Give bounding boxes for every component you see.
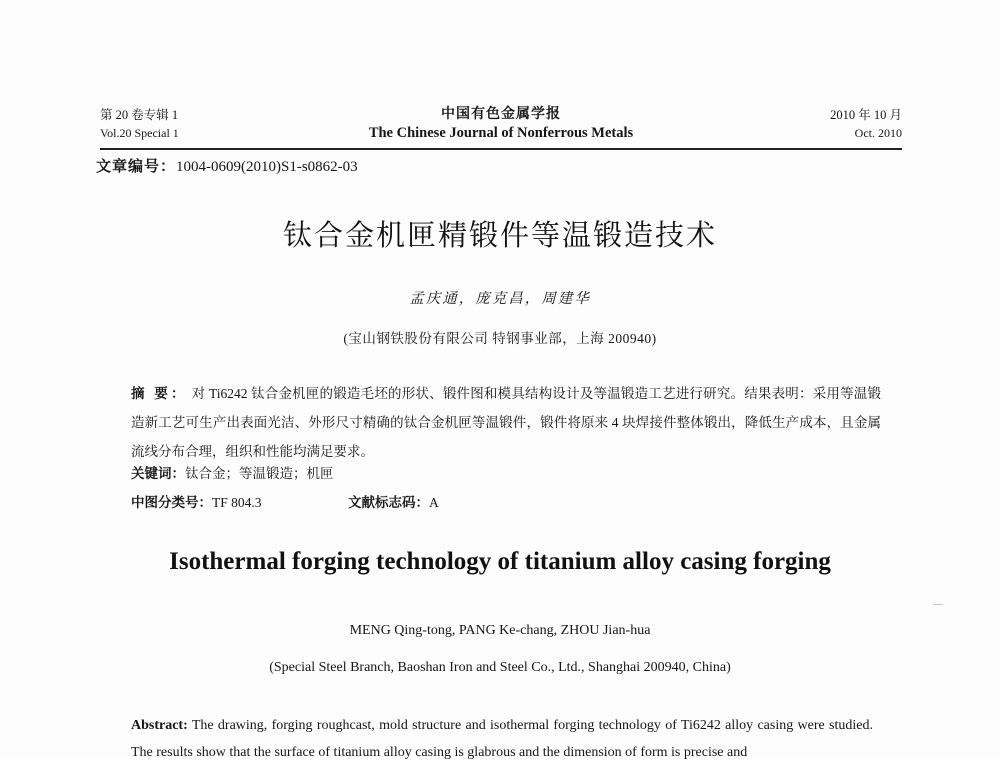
header-divider — [100, 148, 902, 150]
document-code-value: A — [429, 495, 439, 510]
english-abstract-text: The drawing, forging roughcast, mold structure and isothermal forging technology of Ti6242 alloy casing were studied. The results show that the surface of titanium alloy casing is glabrous and the dimension of form is precise and — [131, 718, 873, 760]
document-code — [348, 491, 439, 511]
volume-cn: 第 20 卷专辑 1 — [100, 108, 179, 122]
chinese-abstract — [131, 379, 881, 466]
article-number-label: 文章编号： — [96, 159, 177, 175]
english-abstract — [131, 712, 873, 766]
classification-number — [131, 491, 262, 511]
article-number-value: 1004-0609(2010)S1-s0862-03 — [176, 159, 358, 175]
keywords-label: 关键词： — [131, 466, 185, 481]
english-abstract-label: Abstract: — [131, 718, 188, 733]
english-affiliation: (Special Steel Branch, Baoshan Iron and Steel Co., Ltd., Shanghai 200940, China) — [269, 660, 731, 675]
journal-name — [100, 106, 902, 142]
journal-name-cn: 中国有色金属学报 — [441, 107, 561, 122]
chinese-abstract-text: 对 Ti6242 钛合金机匣的锻造毛坯的形状、锻件图和模具结构设计及等温锻造工艺进行研究。结果表明：采用等温锻造新工艺可生产出表面光洁、外形尺寸精确的钛合金机匣等温锻件，锻件将原来 4 块焊接件整体锻出，降低生产成本，且金属流线分布合理，组织和性能均满足要求。 — [131, 386, 881, 459]
chinese-authors: 孟庆通，庞克昌，周建华 — [409, 291, 591, 307]
english-title: Isothermal forging technology of titanium alloy casing forging — [169, 548, 831, 575]
document-code-label: 文献标志码： — [348, 495, 429, 510]
scan-speck — [933, 604, 943, 605]
classification-label: 中图分类号： — [131, 495, 212, 510]
article-number — [96, 155, 358, 176]
volume-en: Vol.20 Special 1 — [100, 126, 179, 140]
chinese-abstract-label: 摘 要： — [131, 386, 188, 401]
classification-value: TF 804.3 — [212, 495, 262, 510]
chinese-affiliation: (宝山钢铁股份有限公司 特钢事业部，上海 200940) — [343, 331, 657, 346]
running-header — [100, 106, 902, 150]
journal-name-en: The Chinese Journal of Nonferrous Metals — [368, 125, 634, 141]
keywords-text: 钛合金；等温锻造；机匣 — [185, 466, 334, 481]
chinese-title: 钛合金机匣精锻件等温锻造技术 — [282, 218, 717, 252]
issue-date-cn: 2010 年 10 月 — [830, 108, 902, 122]
issue-date-en: Oct. 2010 — [854, 126, 902, 140]
issue-date — [830, 106, 902, 142]
chinese-keywords — [131, 462, 334, 482]
english-authors: MENG Qing-tong, PANG Ke-chang, ZHOU Jian-hua — [349, 623, 651, 638]
